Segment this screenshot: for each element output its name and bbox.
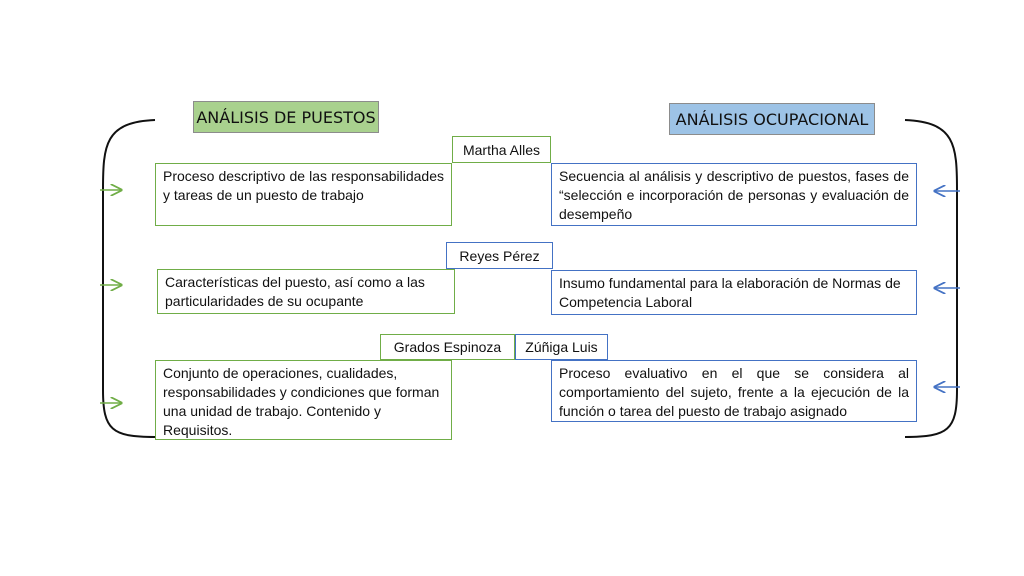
author-zuniga-luis: Zúñiga Luis	[515, 334, 608, 360]
author-martha-alles: Martha Alles	[452, 136, 551, 163]
left-title: ANÁLISIS DE PUESTOS	[193, 101, 379, 133]
author-reyes-perez: Reyes Pérez	[446, 242, 553, 269]
right-item-2: Insumo fundamental para la elaboración de Normas de Competencia Laboral	[551, 270, 917, 315]
left-item-1: Proceso descriptivo de las responsabilidades y tareas de un puesto de trabajo	[155, 163, 452, 226]
right-item-1: Secuencia al análisis y descriptivo de puestos, fases de “selección e incorporación de personas y evaluación de desempeño	[551, 163, 917, 226]
author-grados-espinoza: Grados Espinoza	[380, 334, 515, 360]
left-item-3: Conjunto de operaciones, cualidades, responsabilidades y condiciones que forman una unidad de trabajo. Contenido y Requisitos.	[155, 360, 452, 440]
left-item-2: Características del puesto, así como a las particularidades de su ocupante	[157, 269, 455, 314]
left-bracket	[103, 120, 155, 437]
right-title: ANÁLISIS OCUPACIONAL	[669, 103, 875, 135]
right-item-3: Proceso evaluativo en el que se considera al comportamiento del sujeto, frente a la ejecución de la función o tarea del puesto de trabajo asignado	[551, 360, 917, 422]
